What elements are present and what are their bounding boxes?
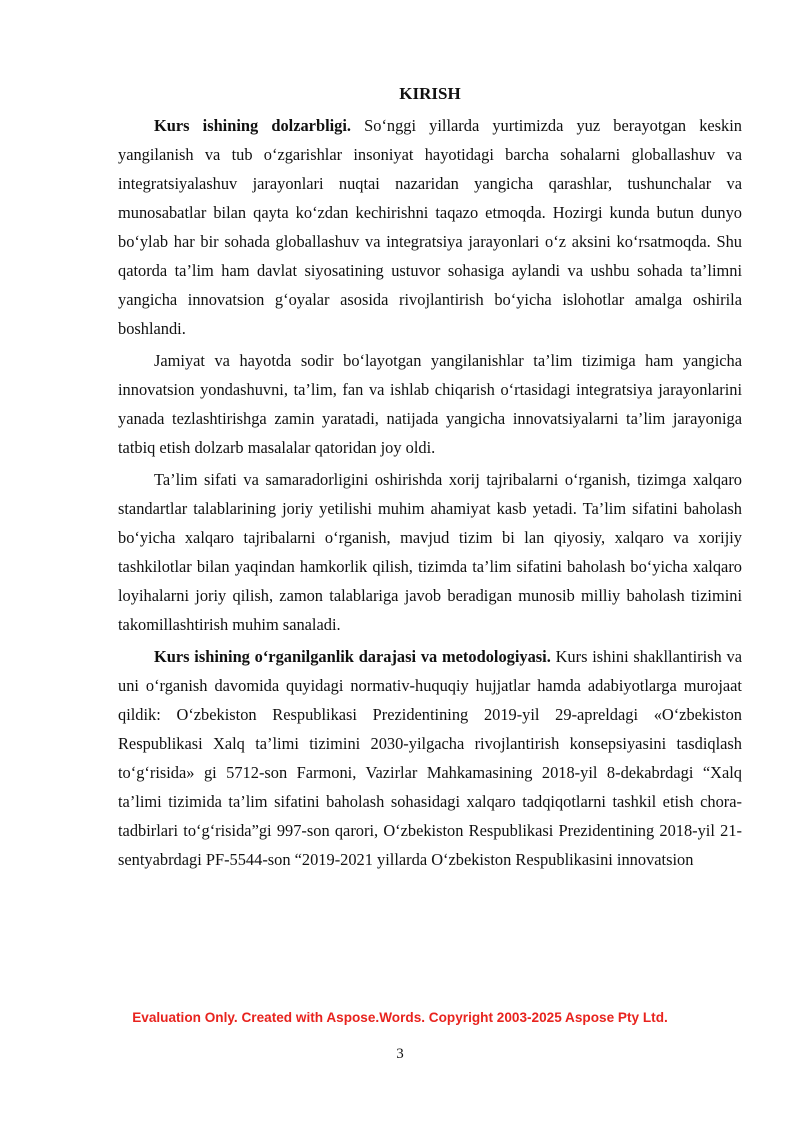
paragraph-lead: Kurs ishining o‘rganilganlik darajasi va metodologiyasi. (154, 647, 551, 666)
paragraph-text: Jamiyat va hayotda sodir bo‘layotgan yangilanishlar ta’lim tizimiga ham yangicha innovatsion yondashuvni, ta’lim, fan va ishlab chiqarish o‘rtasidagi integratsiya jarayonlarini yanada tezlashtirishga zamin yaratadi, natijada yangicha innovatsiyalarni ta’lim jarayoniga tatbiq etish dolzarb masalalar qatoridan joy oldi. (118, 351, 742, 457)
paragraph-lead: Kurs ishining dolzarbligi. (154, 116, 352, 135)
paragraph-relevance (118, 111, 742, 343)
paragraph-methodology (118, 642, 742, 874)
paragraph-society (118, 346, 742, 462)
evaluation-watermark: Evaluation Only. Created with Aspose.Words. Copyright 2003-2025 Aspose Pty Ltd. (132, 1010, 668, 1025)
paragraph-text: So‘nggi yillarda yurtimizda yuz berayotgan keskin yangilanish va tub o‘zgarishlar insoniyat hayotidagi barcha sohalarni globallashuv va integratsiyalashuv jarayonlari nuqtai nazaridan yangicha qarashlar, tushunchalar va munosabatlar bilan qayta ko‘zdan kechirishni taqazo etmoqda. Hozirgi kunda butun dunyo bo‘ylab har bir sohada globallashuv va integratsiya jarayonlari o‘z aksini ko‘rsatmoqda. Shu qatorda ta’lim ham davlat siyosatining ustuvor sohasiga aylandi va ushbu sohada ta’limni yangicha innovatsion g‘oyalar asosida rivojlantirish bo‘yicha islohotlar amalga oshirila boshlandi. (118, 116, 742, 338)
paragraph-quality (118, 465, 742, 639)
section-heading: KIRISH (399, 84, 461, 103)
page-content (118, 80, 742, 877)
paragraph-text: Ta’lim sifati va samaradorligini oshirishda xorij tajribalarni o‘rganish, tizimga xalqaro standartlar talablarining joriy yetilishi muhim ahamiyat kasb yetadi. Ta’lim sifatini baholash bo‘yicha xalqaro tajribalarni o‘rganish, mavjud tizim bi lan qiyosiy, xalqaro va xorijiy tashkilotlar bilan yaqindan hamkorlik qilish, tizimda ta’lim sifatini baholash bo‘yicha xalqaro loyihalarni joriy qilish, zamon talablariga javob beradigan munosib milliy baholash tizimini takomillashtirish muhim sanaladi. (118, 470, 742, 634)
page-number: 3 (396, 1046, 404, 1062)
paragraph-text: Kurs ishini shakllantirish va uni o‘rganish davomida quyidagi normativ-huquqiy hujjatlar hamda adabiyotlarga murojaat qildik: O‘zbekiston Respublikasi Prezidentining 2019-yil 29-apreldagi «O‘zbekiston Respublikasi Xalq ta’limi tizimini 2030-yilgacha rivojlantirish konsepsiyasini tasdiqlash to‘g‘risida» gi 5712-son Farmoni, Vazirlar Mahkamasining 2018-yil 8-dekabrdagi “Xalq ta’limi tizimida ta’lim sifatini baholash sohasidagi xalqaro tadqiqotlarni tashkil etish chora-tadbirlari to‘g‘risida”gi 997-son qarori, O‘zbekiston Respublikasi Prezidentining 2018-yil 21-sentyabrdagi PF-5544-son “2019-2021 yillarda O‘zbekiston Respublikasini innovatsion (118, 647, 742, 869)
